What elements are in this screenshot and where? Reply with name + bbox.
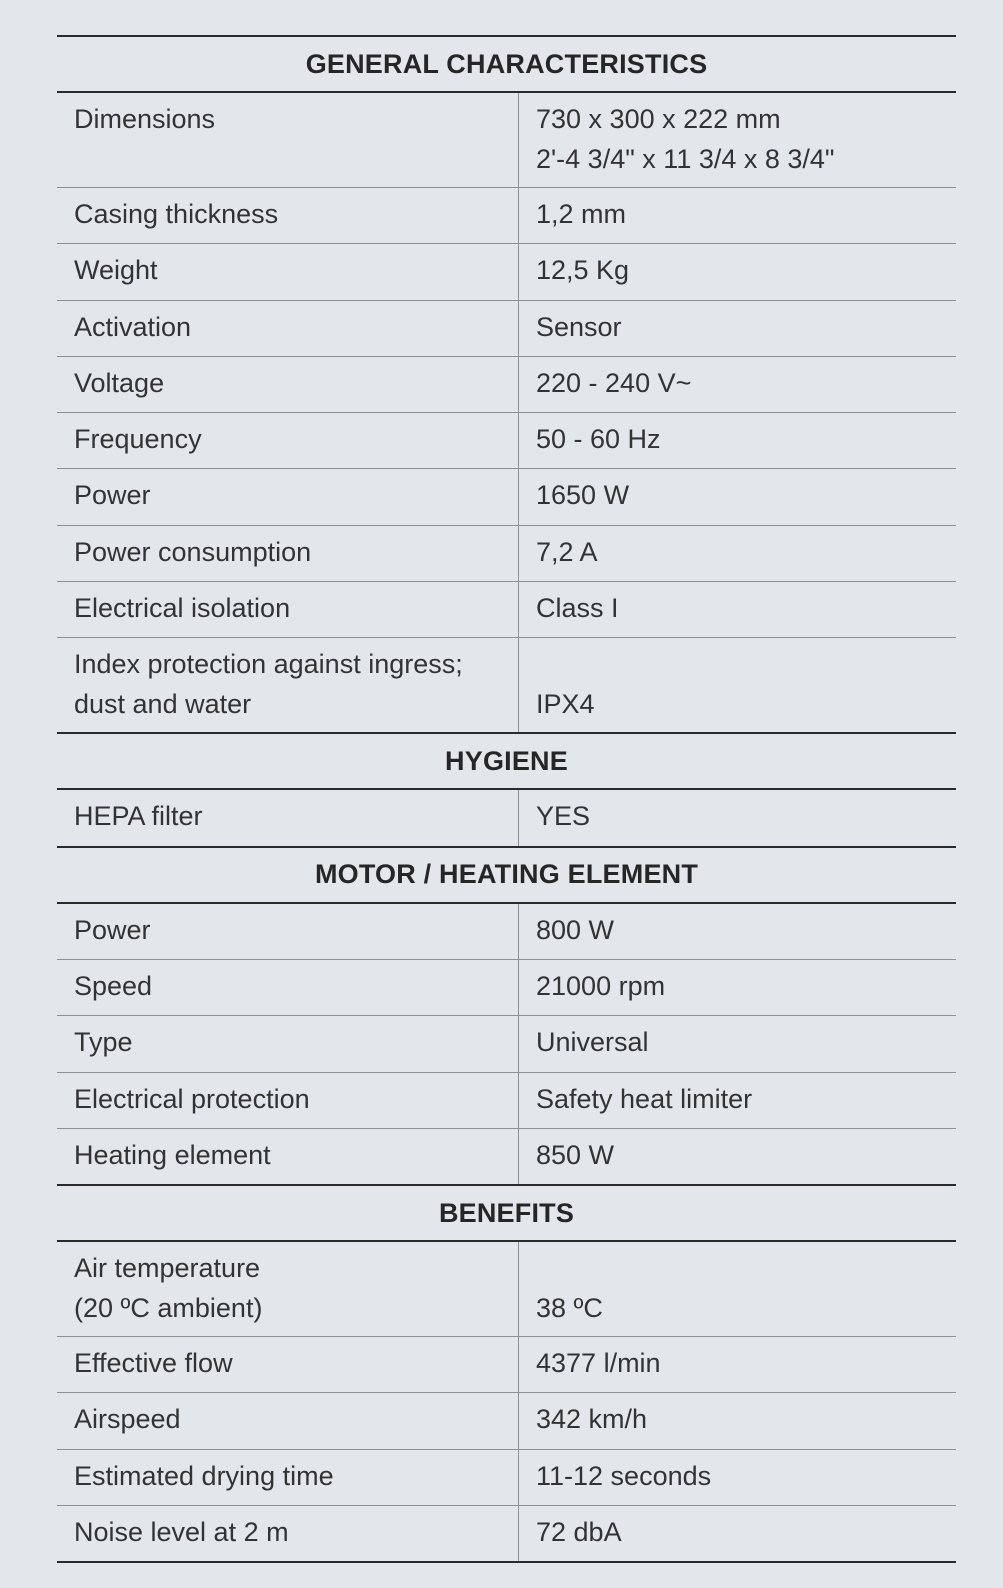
spec-label-line: (20 ºC ambient) bbox=[74, 1293, 263, 1324]
spec-label bbox=[57, 357, 519, 412]
spec-label bbox=[57, 1393, 519, 1448]
spec-label bbox=[57, 93, 519, 187]
spec-label-line: dust and water bbox=[74, 689, 252, 720]
spec-label-line: Power bbox=[74, 480, 151, 511]
spec-value-line: 2'-4 3/4" x 11 3/4 x 8 3/4" bbox=[536, 144, 835, 174]
spec-value bbox=[519, 526, 956, 581]
spec-row-power bbox=[57, 469, 956, 525]
spec-label-line: Estimated drying time bbox=[74, 1460, 334, 1491]
spec-value-line: 4377 l/min bbox=[536, 1348, 661, 1379]
spec-row-type bbox=[57, 1016, 956, 1072]
spec-value bbox=[519, 960, 956, 1015]
spec-value bbox=[519, 244, 956, 299]
spec-label bbox=[57, 188, 519, 243]
spec-value bbox=[519, 301, 956, 356]
spec-label-line: Air temperature bbox=[74, 1253, 261, 1284]
spec-label bbox=[57, 904, 519, 959]
spec-value-line: 1650 W bbox=[536, 480, 630, 511]
spec-value-line: IPX4 bbox=[536, 689, 595, 720]
spec-label-line: Frequency bbox=[74, 424, 202, 455]
spec-value bbox=[519, 904, 956, 959]
spec-label-line: Airspeed bbox=[74, 1404, 181, 1435]
spec-value bbox=[519, 413, 956, 468]
spec-row-noise-level-at-2-m bbox=[57, 1506, 956, 1563]
spec-row-frequency bbox=[57, 413, 956, 469]
spec-label-line: HEPA filter bbox=[74, 801, 203, 832]
spec-label bbox=[57, 413, 519, 468]
spec-label-line: Heating element bbox=[74, 1139, 271, 1170]
spec-value bbox=[519, 1129, 956, 1184]
spec-value-line: Sensor bbox=[536, 311, 622, 342]
spec-value bbox=[519, 188, 956, 243]
section-header-benefits: BENEFITS bbox=[57, 1186, 956, 1242]
spec-label-line: Noise level at 2 m bbox=[74, 1517, 289, 1548]
spec-label-line: Activation bbox=[74, 311, 192, 342]
spec-row-electrical-isolation bbox=[57, 582, 956, 638]
section-header-motor-heating-element: MOTOR / HEATING ELEMENT bbox=[57, 848, 956, 904]
spec-value-line: 11-12 seconds bbox=[536, 1460, 712, 1491]
spec-value bbox=[519, 1073, 956, 1128]
spec-value-line: YES bbox=[536, 801, 591, 832]
spec-label bbox=[57, 790, 519, 845]
spec-value bbox=[519, 790, 956, 845]
spec-label-line: Speed bbox=[74, 970, 153, 1001]
spec-label bbox=[57, 1337, 519, 1392]
spec-value bbox=[519, 469, 956, 524]
spec-row-heating-element bbox=[57, 1129, 956, 1186]
spec-label-line: Power consumption bbox=[74, 536, 312, 567]
spec-row-hepa-filter bbox=[57, 790, 956, 847]
spec-row-index-protection-against-ingress-dust-and-water bbox=[57, 638, 956, 734]
spec-row-estimated-drying-time bbox=[57, 1450, 956, 1506]
spec-value bbox=[519, 1337, 956, 1392]
spec-value bbox=[519, 582, 956, 637]
spec-label bbox=[57, 1242, 519, 1336]
spec-value-line: 220 - 240 V~ bbox=[536, 367, 692, 398]
section-header-hygiene: HYGIENE bbox=[57, 734, 956, 790]
spec-table bbox=[57, 35, 956, 1563]
spec-value-line: Safety heat limiter bbox=[536, 1083, 753, 1114]
spec-row-speed bbox=[57, 960, 956, 1016]
spec-label bbox=[57, 301, 519, 356]
spec-label-line: Electrical isolation bbox=[74, 593, 291, 624]
spec-value-line: 730 x 300 x 222 mm bbox=[536, 104, 781, 134]
spec-label bbox=[57, 1016, 519, 1071]
spec-label-line: Casing thickness bbox=[74, 199, 279, 229]
spec-value-line: 12,5 Kg bbox=[536, 255, 630, 286]
spec-row-weight bbox=[57, 244, 956, 300]
spec-label-line: Dimensions bbox=[74, 104, 216, 134]
spec-row-power-consumption bbox=[57, 526, 956, 582]
spec-label bbox=[57, 1073, 519, 1128]
spec-value-line: 850 W bbox=[536, 1139, 615, 1170]
spec-value bbox=[519, 1506, 956, 1561]
spec-row-power bbox=[57, 904, 956, 960]
spec-label bbox=[57, 469, 519, 524]
spec-label bbox=[57, 960, 519, 1015]
spec-value bbox=[519, 638, 956, 732]
spec-value-line: Class I bbox=[536, 593, 619, 624]
spec-row-activation bbox=[57, 301, 956, 357]
spec-row-effective-flow bbox=[57, 1337, 956, 1393]
spec-label-line: Effective flow bbox=[74, 1348, 233, 1379]
spec-label bbox=[57, 1450, 519, 1505]
spec-value-line: 72 dbA bbox=[536, 1517, 622, 1548]
spec-value-line: 50 - 60 Hz bbox=[536, 424, 661, 455]
spec-label bbox=[57, 1129, 519, 1184]
spec-label-line: Voltage bbox=[74, 367, 165, 398]
spec-label bbox=[57, 582, 519, 637]
spec-label-line: Electrical protection bbox=[74, 1083, 310, 1114]
spec-row-airspeed bbox=[57, 1393, 956, 1449]
spec-label bbox=[57, 244, 519, 299]
spec-row-air-temperature-20-c-ambient bbox=[57, 1242, 956, 1337]
spec-value-line: 800 W bbox=[536, 914, 615, 945]
spec-value bbox=[519, 357, 956, 412]
spec-row-casing-thickness bbox=[57, 188, 956, 244]
spec-value bbox=[519, 93, 956, 187]
section-header-general-characteristics: GENERAL CHARACTERISTICS bbox=[57, 37, 956, 93]
spec-value bbox=[519, 1016, 956, 1071]
spec-row-voltage bbox=[57, 357, 956, 413]
spec-label-line: Power bbox=[74, 914, 151, 945]
spec-label bbox=[57, 1506, 519, 1561]
spec-row-dimensions bbox=[57, 93, 956, 188]
spec-value-line: 38 ºC bbox=[536, 1293, 603, 1324]
spec-row-electrical-protection bbox=[57, 1073, 956, 1129]
spec-label-line: Type bbox=[74, 1027, 133, 1058]
spec-value bbox=[519, 1393, 956, 1448]
spec-value-line: Universal bbox=[536, 1027, 649, 1058]
spec-value bbox=[519, 1242, 956, 1336]
spec-value-line: 1,2 mm bbox=[536, 199, 627, 229]
spec-value-line: 21000 rpm bbox=[536, 970, 666, 1001]
spec-value-line: 7,2 A bbox=[536, 536, 598, 567]
spec-value bbox=[519, 1450, 956, 1505]
spec-label-line: Index protection against ingress; bbox=[74, 649, 463, 680]
spec-label bbox=[57, 526, 519, 581]
spec-label-line: Weight bbox=[74, 255, 158, 286]
spec-value-line: 342 km/h bbox=[536, 1404, 648, 1435]
spec-label bbox=[57, 638, 519, 732]
